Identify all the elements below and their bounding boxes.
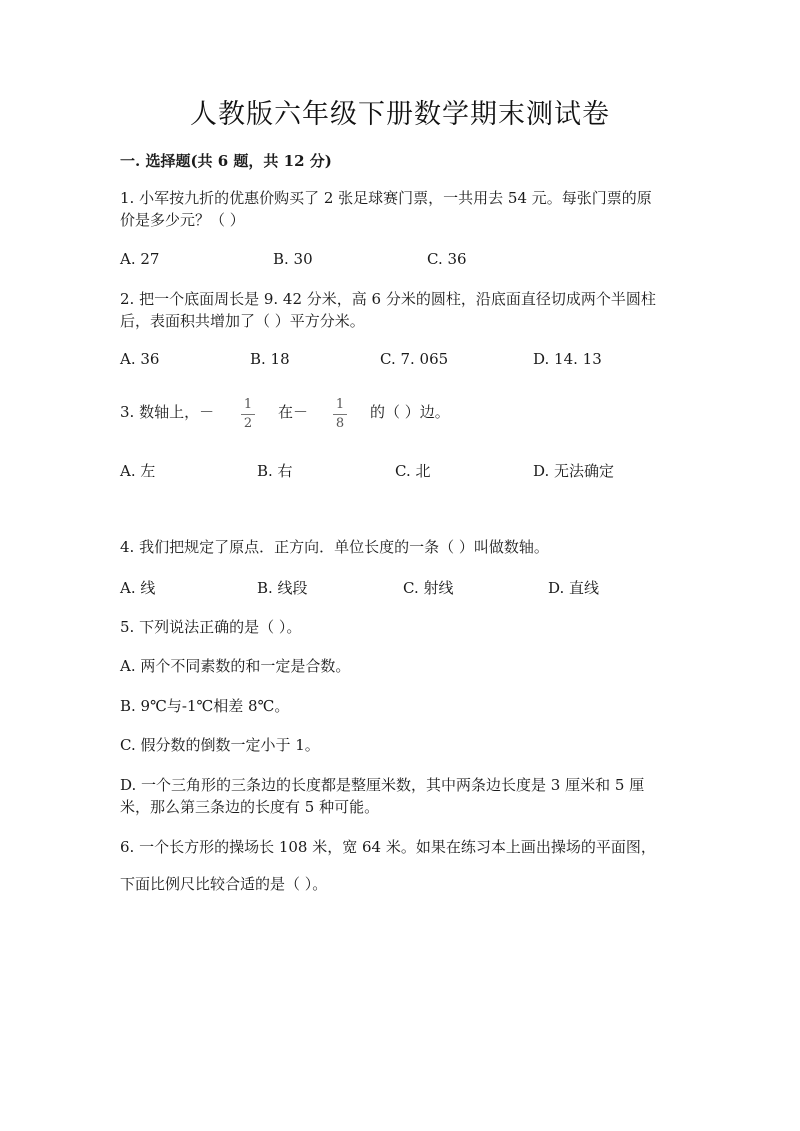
- question-6-line-2: 下面比例尺比较合适的是（ ）。: [120, 875, 328, 893]
- question-4-line-1: 4. 我们把规定了原点．正方向．单位长度的一条（ ）叫做数轴。: [120, 538, 549, 556]
- fraction-one-half: [240, 396, 256, 433]
- question-3-suffix: 的（ ）边。: [370, 403, 450, 421]
- question-4-option-c: C. 射线: [403, 579, 454, 597]
- question-5-line-1: 5. 下列说法正确的是（ ）。: [120, 618, 302, 636]
- question-5-option-c: C. 假分数的倒数一定小于 1。: [120, 736, 320, 754]
- question-2-line-1: 2. 把一个底面周长是 9. 42 分米，高 6 分米的圆柱，沿底面直径切成两个半圆柱: [120, 290, 656, 308]
- question-5-option-b: B. 9℃与-1℃相差 8℃。: [120, 697, 290, 715]
- question-4-option-b: B. 线段: [257, 579, 308, 597]
- question-2-option-c: C. 7. 065: [380, 350, 449, 368]
- question-5-option-d-line-1: D. 一个三角形的三条边的长度都是整厘米数，其中两条边长度是 3 厘米和 5 厘: [120, 776, 645, 794]
- section-heading: 一. 选择题(共 6 题，共 12 分): [120, 152, 332, 170]
- fraction-bar: [333, 414, 347, 415]
- question-4-option-d: D. 直线: [548, 579, 600, 597]
- question-1-option-c: C. 36: [427, 250, 467, 268]
- question-2-option-d: D. 14. 13: [533, 350, 602, 368]
- question-2-option-a: A. 36: [120, 350, 160, 368]
- question-3-option-d: D. 无法确定: [533, 462, 615, 480]
- question-3-option-a: A. 左: [120, 462, 156, 480]
- question-3-option-c: C. 北: [395, 462, 431, 480]
- fraction-numerator: 1: [335, 397, 345, 412]
- question-2-option-b: B. 18: [250, 350, 290, 368]
- fraction-denominator: 2: [243, 416, 253, 431]
- question-1-line-2: 价是多少元？（ ）: [120, 211, 245, 229]
- fraction-one-eighth: [332, 396, 348, 433]
- question-2-line-2: 后，表面积共增加了（ ）平方分米。: [120, 312, 365, 330]
- question-5-option-d-line-2: 米，那么第三条边的长度有 5 种可能。: [120, 798, 380, 816]
- question-1-option-a: A. 27: [120, 250, 160, 268]
- fraction-numerator: 1: [243, 397, 253, 412]
- fraction-denominator: 8: [335, 416, 345, 431]
- page-title: 人教版六年级下册数学期末测试卷: [190, 99, 610, 130]
- question-3-option-b: B. 右: [257, 462, 293, 480]
- question-1-line-1: 1. 小军按九折的优惠价购买了 2 张足球赛门票，一共用去 54 元。每张门票的原: [120, 189, 652, 207]
- question-3-prefix: 3. 数轴上，－: [120, 403, 215, 421]
- question-3-middle: 在－: [278, 403, 309, 421]
- question-1-option-b: B. 30: [273, 250, 313, 268]
- question-5-option-a: A. 两个不同素数的和一定是合数。: [120, 657, 351, 675]
- question-4-option-a: A. 线: [120, 579, 156, 597]
- fraction-bar: [241, 414, 255, 415]
- question-6-line-1: 6. 一个长方形的操场长 108 米，宽 64 米。如果在练习本上画出操场的平面图，: [120, 838, 656, 856]
